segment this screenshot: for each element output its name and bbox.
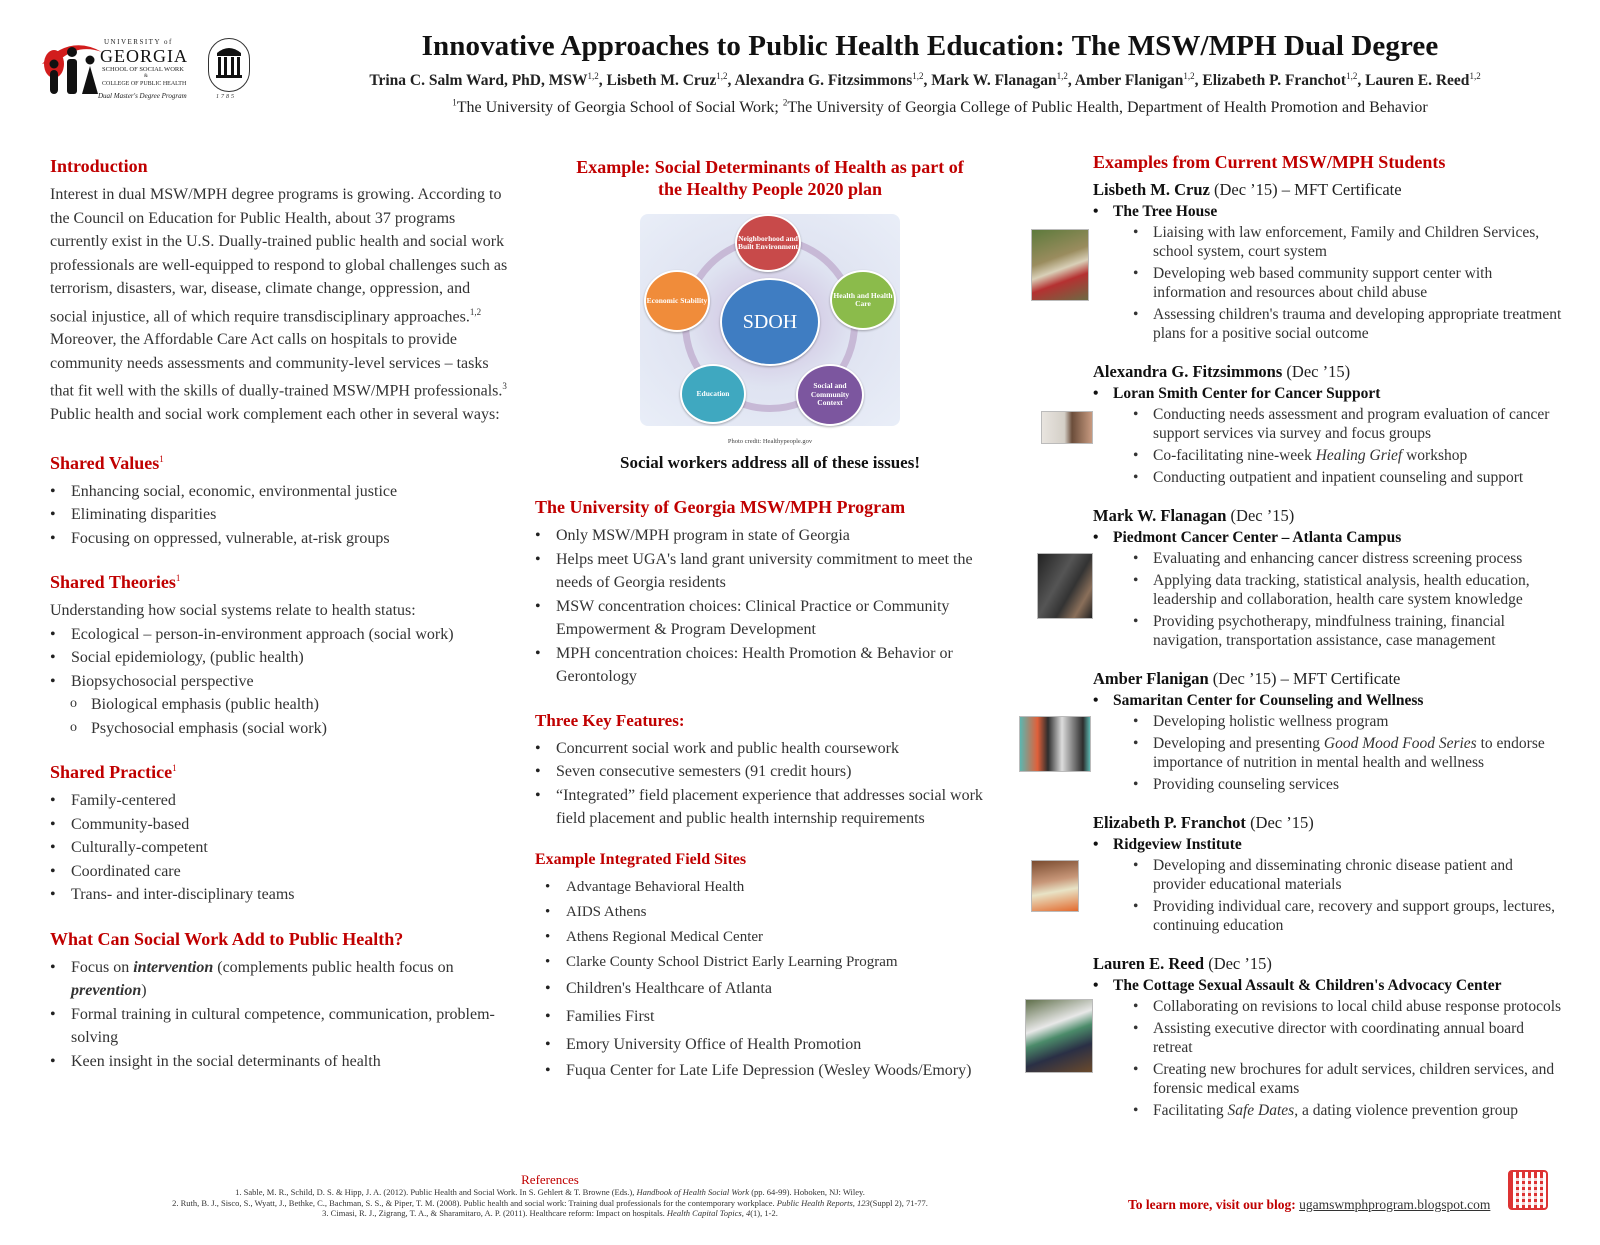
social-work-adds-section: What Can Social Work Add to Public Health? • Focus on intervention (complements public health focus on prevention) • Formal training in cultural competence, communication, problem-solving • Keen insight in the social determinants of health [50,929,510,1074]
student-entry: Amber Flanigan (Dec ’15) – MFT Certificate • Samaritan Center for Counseling and Wellness • Developing holistic wellness program • Developing and presenting Good Mood Food Series to endorse importance of nutrition in mental health and wellness • Providing counseling services [1093,668,1563,794]
right-column [1093,152,1563,1138]
list-item: • Seven consecutive semesters (91 credit hours) [535,760,1005,784]
list-item: • Culturally-competent [50,836,510,860]
shared-values-section: Shared Values$^1$ • Enhancing social, economic, environmental justice • Eliminating disparities • Focusing on oppressed, vulnerable, at-risk groups [50,453,510,551]
list-item: • Fuqua Center for Late Life Depression (Wesley Woods/Emory) [545,1059,1005,1083]
student-photo [1025,999,1093,1073]
list-item: • Only MSW/MPH program in state of Georgia [535,524,1005,548]
student-photo [1041,411,1093,444]
node-education: Education [680,364,746,424]
introduction-section [50,156,510,427]
list-item: • Enhancing social, economic, environmental justice [50,480,510,504]
list-item: • Ecological – person-in-environment approach (social work) [50,623,510,647]
list-item: • Biopsychosocial perspective [50,670,510,694]
sub-list-item: o Biological emphasis (public health) [70,693,510,717]
student-entry: Lauren E. Reed (Dec ’15) • The Cottage Sexual Assault & Children's Advocacy Center • Collaborating on revisions to local child abuse response protocols • Assisting executive director with coordinating annual board retreat • Creating new brochures for adult services, children services, and forensic medical exams • Facilitating Safe Dates, a dating violence prevention group [1093,953,1563,1120]
intro-paragraph: Interest in dual MSW/MPH degree programs is growing. According to the Council on Education for Public Health, about 37 programs currently exist in the U.S. Dually-trained public health and social work professionals are well-equipped to respond to global challenges such as terrorism, disasters, war, disease, climate change, oppression, and social injustice, all of which require transdisciplinary approaches.$^{1,2}$ Moreover, the Affordable Care Act calls on hospitals to provide community needs assessments and community-level services – tasks that fit well with the skills of dually-trained MSW/MPH professionals.$^3$ Public health and social work complement each other in several ways: [50,186,508,424]
list-item: • Concurrent social work and public health coursework [535,737,1005,761]
student-entry: Lisbeth M. Cruz (Dec ’15) – MFT Certificate • The Tree House • Liaising with law enforcement, Family and Children Services, school system, court system • Developing web based community support center with information and resources about child abuse • Assessing children's trauma and developing appropriate treatment plans for a positive social outcome [1093,179,1563,343]
tagline: Social workers address all of these issues! [619,453,920,472]
list-item: • Emory University Office of Health Promotion [545,1031,1005,1059]
list-item: • Coordinated care [50,860,510,884]
sdoh-diagram [640,214,900,426]
node-health-care: Health and Health Care [830,270,896,330]
student-entry: Alexandra G. Fitzsimmons (Dec ’15) • Loran Smith Center for Cancer Support • Conducting needs assessment and program evaluation of cancer support services via survey and focus groups • Co-facilitating nine-week Healing Grief workshop • Conducting outpatient and inpatient counseling and support [1093,361,1563,487]
arch-icon [208,38,250,92]
list-item: • Focus on intervention (complements public health focus on prevention) [50,956,510,1003]
student-photo [1019,716,1091,772]
poster-title: Innovative Approaches to Public Health Education: The MSW/MPH Dual Degree [421,30,1439,62]
reference-item: 3. Cimasi, R. J., Zigrang, T. A., & Sharamitaro, A. P. (2011). Healthcare reform: Impact on hospitals. Health Capital Topics, 4(1), 1-2. [322,1208,778,1218]
list-item: • Social epidemiology, (public health) [50,646,510,670]
student-photo [1031,229,1089,301]
blog-link: To learn more, visit our blog: ugamswmphprogram.blogspot.com [1128,1197,1491,1212]
left-column [50,156,510,1093]
sdoh-center-node: SDOH [720,278,820,366]
list-item: • Eliminating disparities [50,503,510,527]
node-social-community: Social and Community Context [796,364,864,426]
student-photo [1031,860,1079,912]
uga-program-section: The University of Georgia MSW/MPH Program • Only MSW/MPH program in state of Georgia • Helps meet UGA's land grant university commitment to meet the needs of Georgia residents • MSW concentration choices: Clinical Practice or Community Empowerment & Program Development • MPH concentration choices: Health Promotion & Behavior or Gerontology [535,497,1005,689]
list-item: • Athens Regional Medical Center [545,925,1005,950]
shared-practice-section: Shared Practice$^1$ • Family-centered • Community-based • Culturally-competent • Coordinated care • Trans- and inter-disciplinary teams [50,762,510,907]
qr-code-icon [1508,1170,1548,1210]
list-item: • Helps meet UGA's land grant university commitment to meet the needs of Georgia residents [535,548,1005,595]
blog-url-link[interactable]: ugamswmphprogram.blogspot.com [1299,1197,1491,1212]
shared-theories-section: Shared Theories$^1$ Understanding how social systems relate to health status: • Ecological – person-in-environment approach (social work) • Social epidemiology, (public health) • Biopsychosocial perspective o Biological emphasis (public health) o Psychosocial emphasis (social work) [50,572,510,740]
list-item: • AIDS Athens [545,900,1005,925]
sdoh-example-heading: Example: Social Determinants of Health as part of the Healthy People 2020 plan [576,157,964,199]
references: References 1. Sable, M. R., Schild, D. S. & Hipp, J. A. (2012). Public Health and Social Work. In S. Gehlert & T. Browne (Eds.), Handbook of Health Social Work (pp. 64-99). Hoboken, NJ: Wiley. 2. Ruth, B. J., Sisco, S., Wyatt, J., Bethke, C., Bachman, S. S., & Piper, T. M. (2008). Public health and social work: Training dual professionals for the contemporary workplace. Public Health Reports, 123(Suppl 2), 71-77. 3. Cimasi, R. J., Zigrang, T. A., & Sharamitaro, A. P. (2011). Healthcare reform: Impact on hospitals. Health Capital Topics, 4(1), 1-2. [100,1173,1000,1219]
key-features-section: Three Key Features: • Concurrent social work and public health coursework • Seven consecutive semesters (91 credit hours) • “Integrated” field placement experience that addresses social work field placement and public health internship requirements [535,711,1005,831]
list-item: • Community-based [50,813,510,837]
list-item: • MPH concentration choices: Health Promotion & Behavior or Gerontology [535,642,1005,689]
sub-list-item: o Psychosocial emphasis (social work) [70,717,510,741]
students-heading: Examples from Current MSW/MPH Students [1093,152,1446,172]
list-item: • Formal training in cultural competence, communication, problem-solving [50,1003,510,1050]
node-neighborhood: Neighborhood and Built Environment [735,214,801,272]
field-sites-section: Example Integrated Field Sites • Advantage Behavioral Health • AIDS Athens • Athens Regional Medical Center • Clarke County School District Early Learning Program • Children's Healthcare of Atlanta • Families First • Emory University Office of Health Promotion • Fuqua Center for Late Life Depression (Wesley Woods/Emory) [535,851,1005,1083]
student-photo [1037,553,1093,619]
uga-dual-degree-logo: UNIVERSITY of GEORGIA SCHOOL OF SOCIAL WORK & COLLEGE OF PUBLIC HEALTH Dual Master's Degree Program 1785 [40,34,255,114]
student-entry: Mark W. Flanagan (Dec ’15) • Piedmont Cancer Center – Atlanta Campus • Evaluating and enhancing cancer distress screening process • Applying data tracking, statistical analysis, health education, leadership and collaboration, health care system knowledge • Providing psychotherapy, mindfulness training, financial navigation, transportation assistance, case management [1093,505,1563,650]
list-item: • Family-centered [50,789,510,813]
middle-column [535,156,1005,1103]
list-item: • “Integrated” field placement experience that addresses social work field placement and public health internship requirements [535,784,1005,831]
node-economic-stability: Economic Stability [644,270,710,332]
author-list: Trina C. Salm Ward, PhD, MSW$^{1,2}$, Lisbeth M. Cruz$^{1,2}$, Alexandra G. Fitzsimmons$^{1,2}$, Mark W. Flanagan$^{1,2}$, Amber Flanigan$^{1,2}$, Elizabeth P. Franchot$^{1,2}$, Lauren E. Reed$^{1,2}$ [369,70,1481,89]
list-item: • Trans- and inter-disciplinary teams [50,883,510,907]
list-item: • Families First [545,1003,1005,1031]
affiliations: $^1$The University of Georgia School of Social Work; $^2$The University of Georgia College of Public Health, Department of Health Promotion and Behavior [452,97,1428,116]
list-item: • Children's Healthcare of Atlanta [545,975,1005,1003]
list-item: • Clarke County School District Early Learning Program [545,950,1005,975]
list-item: • Advantage Behavioral Health [545,875,1005,900]
list-item: • Focusing on oppressed, vulnerable, at-risk groups [50,527,510,551]
photo-credit: Photo credit: Healthypeople.gov [727,438,813,445]
list-item: • MSW concentration choices: Clinical Practice or Community Empowerment & Program Development [535,595,1005,642]
section-heading: Introduction [50,156,148,176]
reference-item: 1. Sable, M. R., Schild, D. S. & Hipp, J. A. (2012). Public Health and Social Work. In S. Gehlert & T. Browne (Eds.), Handbook of Health Social Work (pp. 64-99). Hoboken, NJ: Wiley. [235,1187,865,1197]
reference-item: 2. Ruth, B. J., Sisco, S., Wyatt, J., Bethke, C., Bachman, S. S., & Piper, T. M. (2008). Public health and social work: Training dual professionals for the contemporary workplace. Public Health Reports, 123(Suppl 2), 71-77. [172,1197,928,1208]
student-entry: Elizabeth P. Franchot (Dec ’15) • Ridgeview Institute • Developing and disseminating chronic disease patient and provider educational materials • Providing individual care, recovery and support groups, lectures, continuing education [1093,812,1563,935]
list-item: • Keen insight in the social determinants of health [50,1050,510,1074]
